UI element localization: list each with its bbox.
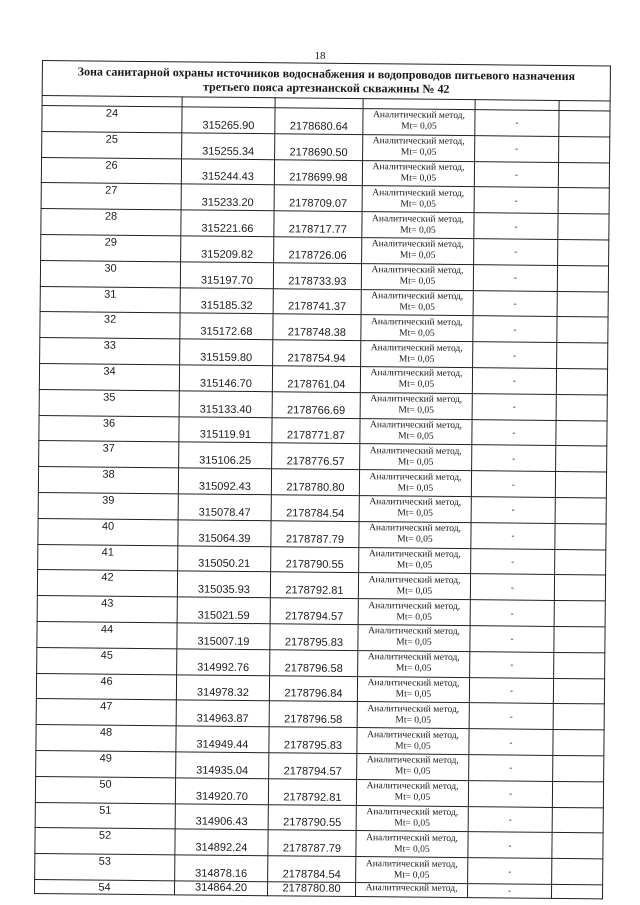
point-number: 31 [40, 286, 180, 313]
method-accuracy: Mt= 0,05 [394, 766, 431, 778]
point-number: 38 [38, 467, 178, 494]
coordinate-x: 314920.70 [175, 778, 268, 805]
method-accuracy: Mt= 0,05 [397, 508, 433, 520]
coordinate-y: 2178790.55 [268, 804, 356, 831]
point-number: 47 [36, 699, 176, 726]
dash-cell: - [473, 342, 557, 369]
coordinate-x: 314949.44 [176, 726, 269, 753]
coordinate-y: 2178761.04 [272, 366, 360, 393]
dash-cell: - [472, 445, 556, 472]
method-label: Аналитический метод, [368, 600, 461, 612]
method-accuracy: Mt= 0,05 [400, 147, 437, 158]
method-label: Аналитический метод, [369, 523, 461, 535]
table-title-line-2: третьего пояса артезианской скважины № 42 [202, 79, 450, 96]
dash-cell: - [471, 548, 555, 575]
dash-cell: - [471, 471, 555, 498]
title-row [42, 61, 610, 101]
coordinate-y: 2178733.93 [273, 263, 361, 290]
method-label: Аналитический метод, [368, 574, 461, 586]
method-accuracy: Mt= 0,05 [397, 534, 433, 545]
point-number: 44 [37, 621, 177, 648]
coordinate-y: 2178784.54 [271, 495, 359, 522]
empty-cell [555, 523, 606, 549]
point-number: 50 [35, 776, 175, 803]
empty-cell [559, 110, 610, 136]
table-title [42, 61, 610, 101]
point-number: 37 [39, 441, 179, 468]
point-number: 36 [39, 415, 179, 442]
empty-cell [558, 188, 609, 214]
method-label: Аналитический метод, [369, 497, 462, 509]
coordinate-y: 2178796.58 [270, 649, 358, 676]
coordinate-x: 314992.76 [177, 649, 270, 676]
coordinate-y: 2178771.87 [272, 417, 360, 444]
empty-cell [558, 239, 609, 265]
method-label: Аналитический метод, [372, 213, 464, 225]
coordinate-y: 2178792.81 [268, 778, 356, 805]
point-number: 29 [41, 234, 181, 261]
coordinate-y: 2178680.64 [275, 108, 363, 135]
table-title-line-1: Зона санитарной охраны источников водоснабжения и водопроводов питьевого назначения [77, 64, 576, 84]
point-number: 51 [35, 802, 175, 829]
point-number: 52 [35, 828, 175, 855]
empty-cell [554, 575, 605, 601]
coordinate-x: 314906.43 [175, 803, 268, 830]
method-label: Аналитический метод, [370, 420, 462, 432]
empty-cell [558, 162, 609, 188]
coordinate-x: 315119.91 [179, 416, 272, 443]
method-cell [361, 315, 473, 342]
point-number: 32 [40, 312, 180, 339]
empty-cell [558, 214, 609, 240]
method-label: Аналитический метод, [370, 368, 463, 380]
coordinate-x: 314978.32 [176, 674, 269, 701]
empty-cell [555, 549, 606, 575]
coordinate-y: 2178794.57 [270, 598, 358, 625]
point-number: 41 [38, 544, 178, 571]
method-accuracy: Mt= 0,05 [399, 328, 435, 339]
empty-cell [552, 807, 603, 833]
dash-cell: - [474, 161, 558, 188]
method-accuracy: Mt= 0,05 [400, 199, 436, 210]
coordinate-x: 314892.24 [175, 829, 268, 856]
coordinate-x: 314935.04 [176, 752, 269, 779]
coordinate-y: 2178717.77 [274, 211, 362, 238]
empty-cell [556, 420, 607, 446]
dash-cell: - [468, 780, 552, 807]
dash-cell: - [468, 858, 552, 885]
method-cell [363, 134, 475, 161]
point-number: 49 [36, 750, 176, 777]
method-cell [357, 728, 469, 755]
method-label: Аналитический метод, [368, 549, 461, 560]
method-accuracy: Mt= 0,05 [398, 431, 434, 442]
empty-cell [553, 755, 604, 781]
method-label: Аналитический метод, [366, 832, 459, 844]
method-cell [356, 857, 468, 884]
method-accuracy: Mt= 0,05 [398, 405, 434, 416]
method-cell [358, 624, 470, 651]
method-accuracy: Mt= 0,05 [393, 869, 430, 881]
coordinate-y: 2178787.79 [268, 830, 356, 857]
coordinate-y: 2178726.06 [274, 237, 362, 264]
empty-cell [553, 730, 604, 756]
dash-cell: - [467, 884, 551, 899]
coordinate-x: 315233.20 [181, 184, 274, 211]
coordinate-x: 315146.70 [179, 365, 272, 392]
coordinate-x: 315050.21 [178, 545, 271, 572]
coordinate-x: 315221.66 [181, 210, 274, 237]
method-accuracy: Mt= 0,05 [400, 173, 437, 184]
point-number: 24 [42, 106, 182, 133]
method-accuracy: Mt= 0,05 [396, 637, 432, 649]
empty-cell [554, 652, 605, 678]
method-accuracy: Mt= 0,05 [395, 715, 431, 726]
coordinate-y: 2178776.57 [272, 443, 360, 470]
empty-cell [553, 678, 604, 704]
coordinate-x: 315197.70 [180, 262, 273, 289]
method-accuracy: Mt= 0,05 [394, 792, 431, 803]
empty-cell [556, 394, 607, 420]
method-label: Аналитический метод, [368, 626, 460, 638]
empty-cell [555, 497, 606, 523]
method-cell [363, 109, 475, 136]
method-label: Аналитический метод, [371, 239, 464, 251]
dash-cell: - [470, 626, 554, 653]
method-cell [358, 573, 470, 600]
dash-cell: - [469, 729, 553, 756]
method-label: Аналитический метод, [366, 807, 459, 818]
method-label: Аналитический метод, [367, 703, 460, 715]
dash-cell: - [470, 600, 554, 627]
method-accuracy: Mt= 0,05 [397, 482, 434, 494]
method-label: Аналитический метод, [370, 394, 463, 406]
spacer-cell [559, 100, 610, 110]
method-cell [361, 289, 473, 316]
method-cell [359, 521, 471, 548]
dash-cell: - [471, 522, 555, 549]
coordinate-y: 2178794.57 [269, 753, 357, 780]
dash-cell: - [473, 316, 557, 343]
method-label: Аналитический метод, [367, 678, 460, 689]
dash-cell: - [473, 290, 557, 317]
method-accuracy: Mt= 0,05 [396, 560, 433, 571]
coordinate-x: 315265.90 [182, 107, 275, 134]
dash-cell: - [474, 187, 558, 214]
point-number: 54 [34, 879, 174, 894]
coordinate-y: 2178790.55 [271, 546, 359, 573]
coordinate-x: 315078.47 [178, 494, 271, 521]
dash-cell: - [475, 110, 559, 137]
point-number: 45 [37, 647, 177, 674]
coordinate-x: 315255.34 [182, 133, 275, 160]
method-label: Аналитический метод, [371, 265, 464, 277]
method-accuracy: Mt= 0,05 [394, 818, 430, 829]
method-label: Аналитический метод, [365, 883, 458, 894]
point-number: 33 [40, 338, 180, 365]
dash-cell: - [469, 703, 553, 730]
method-label: Аналитический метод, [371, 291, 464, 303]
point-number: 26 [41, 157, 181, 184]
dash-cell: - [475, 135, 559, 162]
coordinate-y: 2178787.79 [271, 520, 359, 547]
coordinate-y: 2178754.94 [273, 340, 361, 367]
coordinate-x: 315185.32 [180, 287, 273, 314]
coordinate-x: 314878.16 [175, 855, 268, 882]
coordinate-y: 2178780.80 [271, 469, 359, 496]
method-accuracy: Mt= 0,05 [395, 689, 432, 700]
method-accuracy: Mt= 0,05 [399, 302, 435, 313]
method-cell [359, 470, 471, 497]
coordinate-x: 315007.19 [177, 623, 270, 650]
coordinates-sheet [34, 60, 610, 899]
coordinate-x: 314963.87 [176, 700, 269, 727]
coordinate-y: 2178796.84 [269, 675, 357, 702]
method-cell [357, 702, 469, 729]
point-number: 35 [39, 389, 179, 416]
empty-cell [557, 317, 608, 343]
method-label: Аналитический метод, [372, 136, 465, 148]
method-accuracy: Mt= 0,05 [395, 663, 432, 674]
page-number: 18 [314, 50, 326, 62]
coordinate-x: 315159.80 [180, 339, 273, 366]
coordinate-y: 2178796.58 [269, 701, 357, 728]
method-cell [360, 444, 472, 471]
coordinate-y: 2178748.38 [273, 314, 361, 341]
coordinate-x: 315172.68 [180, 313, 273, 340]
coordinate-y: 2178780.80 [267, 882, 355, 897]
point-number: 40 [38, 518, 178, 545]
method-cell [361, 341, 473, 368]
method-accuracy: Mt= 0,05 [395, 740, 431, 752]
method-cell [362, 212, 474, 239]
dash-cell: - [469, 755, 553, 782]
coordinate-y: 2178795.83 [269, 727, 357, 754]
method-cell [359, 547, 471, 574]
method-label: Аналитический метод, [371, 316, 463, 328]
method-accuracy: Mt= 0,05 [394, 844, 430, 855]
method-accuracy: Mt= 0,05 [397, 457, 434, 468]
method-cell [362, 186, 474, 213]
empty-cell [552, 833, 603, 859]
method-label: Аналитический метод, [372, 110, 465, 122]
coordinate-x: 315035.93 [177, 571, 270, 598]
coordinate-y: 2178741.37 [273, 288, 361, 315]
method-label: Аналитический метод, [365, 858, 458, 870]
empty-cell [555, 472, 606, 498]
coordinate-y: 2178795.83 [270, 624, 358, 651]
method-cell [357, 753, 469, 780]
coordinate-y: 2178792.81 [270, 572, 358, 599]
method-cell [356, 831, 468, 858]
point-number: 48 [36, 725, 176, 752]
method-label: Аналитический метод, [372, 187, 465, 199]
coordinate-x: 315092.43 [178, 468, 271, 495]
empty-cell [557, 291, 608, 317]
point-number: 28 [41, 209, 181, 236]
method-accuracy: Mt= 0,05 [396, 586, 433, 597]
point-number: 30 [40, 260, 180, 287]
empty-cell [557, 265, 608, 291]
dash-cell: - [468, 832, 552, 859]
dash-cell: - [468, 806, 552, 833]
method-label: Аналитический метод, [366, 781, 459, 793]
method-accuracy: Mt= 0,05 [398, 354, 435, 365]
method-cell [359, 496, 471, 523]
coordinate-x: 315064.39 [178, 520, 271, 547]
empty-cell [556, 368, 607, 394]
point-number: 27 [41, 183, 181, 210]
method-label: Аналитический метод, [372, 162, 465, 174]
coordinate-y: 2178784.54 [268, 856, 356, 883]
dash-cell: - [474, 239, 558, 266]
empty-cell [556, 446, 607, 472]
method-accuracy: Mt= 0,05 [400, 225, 436, 236]
dash-cell: - [469, 677, 553, 704]
dash-cell: - [471, 497, 555, 524]
coordinates-table [34, 60, 611, 899]
method-cell [358, 599, 470, 626]
dash-cell: - [472, 368, 556, 395]
empty-cell [551, 884, 602, 898]
point-number: 39 [38, 492, 178, 519]
method-label: Аналитический метод, [369, 445, 462, 457]
method-label: Аналитический метод, [367, 729, 460, 741]
empty-cell [559, 136, 610, 162]
coordinate-y: 2178709.07 [274, 185, 362, 212]
coordinate-x: 315021.59 [177, 597, 270, 624]
point-number: 42 [37, 570, 177, 597]
point-number: 25 [42, 131, 182, 158]
dash-cell: - [474, 213, 558, 240]
method-cell [361, 263, 473, 290]
method-cell [356, 779, 468, 806]
empty-cell [552, 781, 603, 807]
method-accuracy: Mt= 0,05 [401, 121, 437, 133]
dash-cell: - [473, 264, 557, 291]
method-accuracy: Mt= 0,05 [398, 379, 435, 391]
coordinate-x: 315133.40 [179, 391, 272, 418]
method-cell [362, 160, 474, 187]
method-accuracy: Mt= 0,05 [399, 276, 436, 287]
method-label: Аналитический метод, [369, 471, 462, 483]
method-cell [362, 238, 474, 265]
method-accuracy: Mt= 0,05 [396, 611, 432, 623]
dash-cell: - [472, 419, 556, 446]
method-label: Аналитический метод, [366, 755, 459, 767]
method-cell [360, 418, 472, 445]
method-cell [355, 882, 467, 897]
point-number: 43 [37, 596, 177, 623]
coordinate-y: 2178699.98 [274, 159, 362, 186]
dash-cell: - [472, 393, 556, 420]
method-cell [360, 392, 472, 419]
method-cell [357, 676, 469, 703]
method-cell [356, 805, 468, 832]
dash-cell: - [470, 574, 554, 601]
method-cell [358, 650, 470, 677]
coordinate-y: 2178766.69 [272, 391, 360, 418]
coordinate-x: 315106.25 [179, 442, 272, 469]
coordinate-x: 315209.82 [181, 236, 274, 263]
point-number: 34 [39, 363, 179, 390]
empty-cell [557, 343, 608, 369]
coordinate-x: 314864.20 [174, 881, 267, 896]
coordinate-x: 315244.43 [181, 158, 274, 185]
point-number: 46 [36, 673, 176, 700]
dash-cell: - [470, 651, 554, 678]
method-cell [360, 367, 472, 394]
empty-cell [554, 601, 605, 627]
empty-cell [554, 626, 605, 652]
method-label: Аналитический метод, [367, 652, 460, 664]
coordinate-y: 2178690.50 [275, 134, 363, 161]
empty-cell [552, 859, 603, 885]
method-accuracy: Mt= 0,05 [399, 250, 436, 262]
empty-cell [553, 704, 604, 730]
method-label: Аналитический метод, [370, 342, 463, 354]
point-number: 53 [35, 854, 175, 881]
